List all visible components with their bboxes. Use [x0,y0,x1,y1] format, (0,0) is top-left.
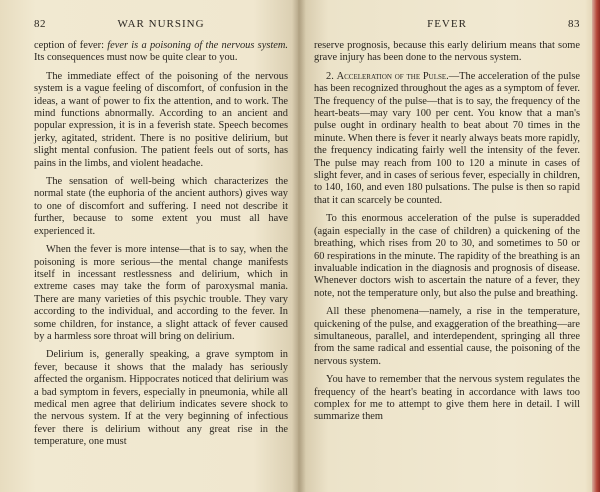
book-cover-edge [592,0,600,492]
page-number: 82 [34,18,46,30]
paragraph: ception of fever: fever is a poisoning of the nervous system. Its consequences must now be quite clear to you. [34,40,288,64]
paragraph: When the fever is more intense—that is to say, when the poisoning is more serious—the mental change manifests itself in incessant restlessness and delirium, which in extreme cases may take the form of paroxysmal mania. There are many varieties of this psychic trouble. They vary according to the individual, and according to the fever. In some children, for instance, a slight attack of fever caused by a harmless sore throat will bring on delirium. [34,244,288,342]
left-page-body [34,40,288,449]
paragraph: reserve prognosis, because this early delirium means that some grave injury has been done to the nervous system. [314,40,580,64]
paragraph: Delirium is, generally speaking, a grave symptom in fever, because it shows that the malady has seriously affected the organism. Hippocrates noticed that delirium was a bad symptom in fevers, especially in pneumonia, while all medical men agree that delirium indicates severe shock to the nervous system. If at the very beginning of infectious fever there is delirium without any great rise in the temperature, one must [34,349,288,448]
paragraph: To this enormous acceleration of the pulse is superadded (again especially in the case of children) a quickening of the breathing, which rises from 20 to 30, and sometimes to 50 or 60 respirations in the minute. The rapidity of the breathing is an invaluable indication in the diagnosis and prognosis of disease. Whenever doctors wish to ascertain the nature of a fever, they note, not the temperature only, but also the pulse and breathing. [314,213,580,299]
paragraph: You have to remember that the nervous system regulates the frequency of the heart's beating in accordance with laws too complex for me to attempt to give them here in detail. I will summarize them [314,374,580,423]
running-head: FEVER [427,18,467,30]
right-page-body [314,40,580,424]
running-head: WAR NURSING [117,18,205,30]
section-body: —The acceleration of the pulse has been recognized throughout the ages as a symptom of fever. The frequency of the pulse—that is to say, the frequency of the heart-beats—may vary 100 per cent. You know that a man's pulse ought in ordinary health to beat about 70 times in the minute. When there is fever it nearly always beats more rapidly, the frequency indicating fairly well the intensity of the fever. The pulse may reach from 100 to 120 a minute in cases of slight fever, and in cases of serious fever, especially in children, to 140, 160, and even 180 pulsations. The pulse is then so rapid that it can scarcely be counted. [314,70,580,206]
right-page [298,0,600,492]
right-page-header [314,18,580,30]
section-title: Acceleration of the Pulse. [336,70,449,82]
left-page-header [34,18,288,30]
section-number: 2. [326,70,334,82]
book-gutter [292,0,306,492]
paragraph: All these phenomena—namely, a rise in the temperature, quickening of the pulse, and exaggeration of the breathing—are simultaneous, parallel, and interdependent, springing all three from the same radical and essential cause, the poisoning of the nervous system. [314,306,580,367]
page-number: 83 [568,18,580,30]
paragraph: The immediate effect of the poisoning of the nervous system is a vague feeling of discomfort, of confusion in the ideas, a want of power to fix the attention, and to work. The mind functions abnormally. According to an ancient and popular expression, it is in a feverish state. Speech becomes jerky, agitated, strident. There is no positive delirium, but slight mental confusion. The patient feels out of sorts, has pains in the limbs, and violent headache. [34,70,288,169]
paragraph: The sensation of well-being which characterizes the normal state (the euphoria of the ancient authors) gives way to one of discomfort and suffering. I need not describe it further, because to some extent you must all have experienced it. [34,176,288,237]
section-paragraph [314,71,580,207]
left-page [0,0,298,492]
